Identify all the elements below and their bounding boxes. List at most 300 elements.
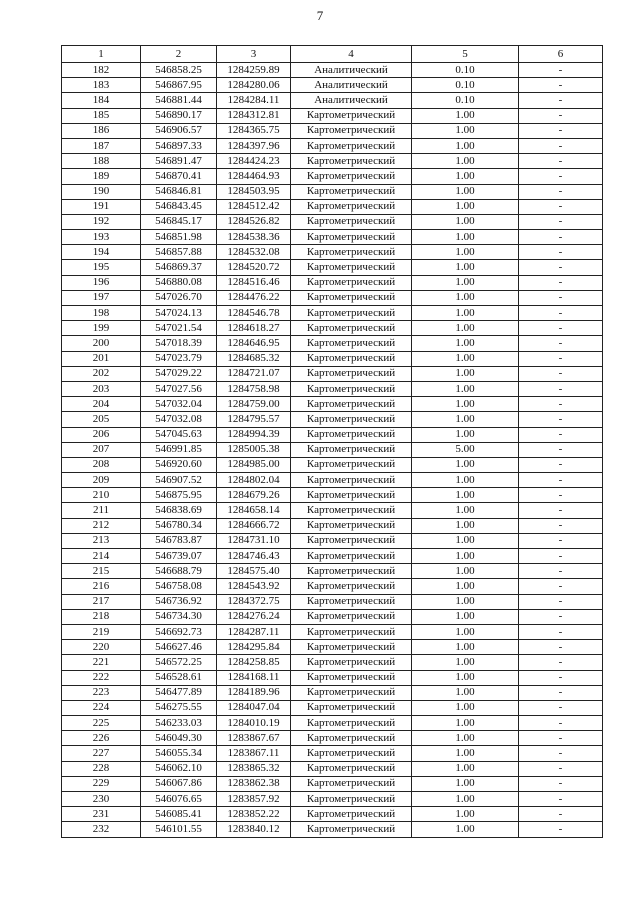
- table-cell: 214: [62, 549, 141, 564]
- table-cell: 226: [62, 731, 141, 746]
- table-cell: -: [519, 746, 603, 761]
- table-cell: -: [519, 792, 603, 807]
- table-cell: 193: [62, 230, 141, 245]
- table-cell: Картометрический: [291, 366, 412, 381]
- table-cell: Картометрический: [291, 199, 412, 214]
- table-cell: 546233.03: [141, 716, 217, 731]
- table-row: [62, 807, 603, 822]
- table-cell: -: [519, 457, 603, 472]
- table-cell: 546528.61: [141, 670, 217, 685]
- table-cell: 1284276.24: [217, 609, 291, 624]
- table-cell: -: [519, 700, 603, 715]
- table-cell: 546906.57: [141, 123, 217, 138]
- table-cell: 546783.87: [141, 533, 217, 548]
- table-cell: 1.00: [412, 366, 519, 381]
- table-cell: -: [519, 655, 603, 670]
- table-cell: 190: [62, 184, 141, 199]
- table-cell: 1284795.57: [217, 412, 291, 427]
- table-cell: 546869.37: [141, 260, 217, 275]
- table-row: [62, 473, 603, 488]
- table-cell: 1284618.27: [217, 321, 291, 336]
- table-cell: Картометрический: [291, 123, 412, 138]
- table-cell: 1284516.46: [217, 275, 291, 290]
- table-cell: 231: [62, 807, 141, 822]
- table-cell: 547029.22: [141, 366, 217, 381]
- table-cell: 192: [62, 214, 141, 229]
- table-cell: 1284721.07: [217, 366, 291, 381]
- table-cell: 546055.34: [141, 746, 217, 761]
- table-cell: 546890.17: [141, 108, 217, 123]
- column-header: 4: [291, 46, 412, 63]
- table-cell: 1284666.72: [217, 518, 291, 533]
- table-cell: -: [519, 108, 603, 123]
- table-cell: 1.00: [412, 275, 519, 290]
- table-cell: 0.10: [412, 93, 519, 108]
- table-cell: 1283852.22: [217, 807, 291, 822]
- coordinates-table: [61, 45, 603, 838]
- table-row: [62, 746, 603, 761]
- table-cell: 188: [62, 154, 141, 169]
- table-row: [62, 640, 603, 655]
- table-cell: 1.00: [412, 533, 519, 548]
- table-cell: Картометрический: [291, 792, 412, 807]
- table-cell: -: [519, 442, 603, 457]
- table-cell: 1284526.82: [217, 214, 291, 229]
- table-cell: 546739.07: [141, 549, 217, 564]
- table-cell: 1284503.95: [217, 184, 291, 199]
- table-cell: Картометрический: [291, 214, 412, 229]
- table-cell: -: [519, 609, 603, 624]
- table-cell: 197: [62, 290, 141, 305]
- table-cell: 185: [62, 108, 141, 123]
- table-cell: Картометрический: [291, 381, 412, 396]
- table-cell: Картометрический: [291, 290, 412, 305]
- table-cell: 1.00: [412, 230, 519, 245]
- table-cell: -: [519, 138, 603, 153]
- table-cell: -: [519, 776, 603, 791]
- table-cell: -: [519, 594, 603, 609]
- table-cell: 1.00: [412, 473, 519, 488]
- table-cell: 210: [62, 488, 141, 503]
- table-cell: 1.00: [412, 807, 519, 822]
- table-cell: 1283867.11: [217, 746, 291, 761]
- table-cell: 1284365.75: [217, 123, 291, 138]
- table-cell: Картометрический: [291, 427, 412, 442]
- table-cell: 207: [62, 442, 141, 457]
- table-row: [62, 776, 603, 791]
- table-cell: 1.00: [412, 746, 519, 761]
- table-cell: 1.00: [412, 624, 519, 639]
- table-cell: 220: [62, 640, 141, 655]
- table-row: [62, 199, 603, 214]
- table-row: [62, 63, 603, 78]
- table-cell: 1.00: [412, 655, 519, 670]
- table-row: [62, 214, 603, 229]
- table-cell: 1.00: [412, 503, 519, 518]
- table-cell: 1.00: [412, 579, 519, 594]
- table-cell: 209: [62, 473, 141, 488]
- table-body: [62, 63, 603, 838]
- table-cell: 1284746.43: [217, 549, 291, 564]
- table-cell: Картометрический: [291, 397, 412, 412]
- table-cell: Картометрический: [291, 533, 412, 548]
- table-cell: 200: [62, 336, 141, 351]
- table-cell: Картометрический: [291, 473, 412, 488]
- table-cell: 1284759.00: [217, 397, 291, 412]
- table-row: [62, 731, 603, 746]
- table-cell: 546870.41: [141, 169, 217, 184]
- table-cell: 191: [62, 199, 141, 214]
- table-cell: Картометрический: [291, 700, 412, 715]
- table-cell: -: [519, 488, 603, 503]
- table-cell: 199: [62, 321, 141, 336]
- table-cell: 1.00: [412, 412, 519, 427]
- table-cell: -: [519, 427, 603, 442]
- table-cell: 546843.45: [141, 199, 217, 214]
- table-cell: 225: [62, 716, 141, 731]
- table-row: [62, 716, 603, 731]
- table-cell: Картометрический: [291, 230, 412, 245]
- table-cell: -: [519, 290, 603, 305]
- table-cell: 1284512.42: [217, 199, 291, 214]
- table-cell: 547027.56: [141, 381, 217, 396]
- table-cell: 1.00: [412, 260, 519, 275]
- table-cell: 1.00: [412, 488, 519, 503]
- table-cell: -: [519, 533, 603, 548]
- table-cell: 1.00: [412, 123, 519, 138]
- table-row: [62, 381, 603, 396]
- table-cell: Картометрический: [291, 685, 412, 700]
- table-cell: 1284047.04: [217, 700, 291, 715]
- table-cell: Картометрический: [291, 442, 412, 457]
- table-cell: -: [519, 260, 603, 275]
- table-cell: Картометрический: [291, 245, 412, 260]
- table-cell: 546101.55: [141, 822, 217, 837]
- table-cell: 1284424.23: [217, 154, 291, 169]
- table-row: [62, 761, 603, 776]
- table-cell: Картометрический: [291, 154, 412, 169]
- table-row: [62, 609, 603, 624]
- table-cell: Картометрический: [291, 579, 412, 594]
- column-header: 3: [217, 46, 291, 63]
- table-cell: 1284646.95: [217, 336, 291, 351]
- table-cell: 1283867.67: [217, 731, 291, 746]
- table-row: [62, 457, 603, 472]
- table-cell: 1284258.85: [217, 655, 291, 670]
- table-row: [62, 822, 603, 837]
- table-cell: 0.10: [412, 63, 519, 78]
- table-row: [62, 594, 603, 609]
- table-cell: -: [519, 579, 603, 594]
- table-cell: 1284010.19: [217, 716, 291, 731]
- table-cell: 546880.08: [141, 275, 217, 290]
- table-cell: -: [519, 321, 603, 336]
- table-cell: 1.00: [412, 518, 519, 533]
- table-cell: 1283857.92: [217, 792, 291, 807]
- table-cell: 187: [62, 138, 141, 153]
- table-cell: 1284685.32: [217, 351, 291, 366]
- table-row: [62, 138, 603, 153]
- table-cell: 1.00: [412, 427, 519, 442]
- table-cell: 1.00: [412, 351, 519, 366]
- table-row: [62, 169, 603, 184]
- table-cell: 1.00: [412, 245, 519, 260]
- table-cell: 546907.52: [141, 473, 217, 488]
- table-cell: 547026.70: [141, 290, 217, 305]
- table-cell: -: [519, 822, 603, 837]
- table-cell: Картометрический: [291, 609, 412, 624]
- table-cell: 221: [62, 655, 141, 670]
- table-cell: Картометрический: [291, 594, 412, 609]
- table-cell: Картометрический: [291, 518, 412, 533]
- table-cell: 546062.10: [141, 761, 217, 776]
- table-cell: 228: [62, 761, 141, 776]
- table-cell: 546851.98: [141, 230, 217, 245]
- table-cell: Аналитический: [291, 63, 412, 78]
- table-cell: 1.00: [412, 336, 519, 351]
- table-cell: 1283862.38: [217, 776, 291, 791]
- table-header-row: [62, 46, 603, 63]
- table-cell: 1.00: [412, 397, 519, 412]
- table-cell: 546076.65: [141, 792, 217, 807]
- table-cell: -: [519, 685, 603, 700]
- table-cell: 196: [62, 275, 141, 290]
- table-cell: 219: [62, 624, 141, 639]
- table-cell: 218: [62, 609, 141, 624]
- table-cell: 1.00: [412, 685, 519, 700]
- table-cell: 217: [62, 594, 141, 609]
- table-cell: 0.10: [412, 78, 519, 93]
- table-cell: 1284312.81: [217, 108, 291, 123]
- table-cell: 546758.08: [141, 579, 217, 594]
- table-cell: -: [519, 731, 603, 746]
- table-cell: -: [519, 63, 603, 78]
- table-cell: Картометрический: [291, 776, 412, 791]
- table-cell: -: [519, 230, 603, 245]
- table-cell: 203: [62, 381, 141, 396]
- table-cell: -: [519, 670, 603, 685]
- table-row: [62, 245, 603, 260]
- table-row: [62, 230, 603, 245]
- table-cell: 1284532.08: [217, 245, 291, 260]
- table-cell: Картометрический: [291, 260, 412, 275]
- table-cell: 1.00: [412, 290, 519, 305]
- table-row: [62, 579, 603, 594]
- table-cell: Картометрический: [291, 624, 412, 639]
- table-cell: 189: [62, 169, 141, 184]
- table-cell: Картометрический: [291, 822, 412, 837]
- table-cell: 223: [62, 685, 141, 700]
- table-cell: 546780.34: [141, 518, 217, 533]
- table-cell: 1284758.98: [217, 381, 291, 396]
- table-cell: 1284985.00: [217, 457, 291, 472]
- table-cell: 1284397.96: [217, 138, 291, 153]
- table-cell: 547024.13: [141, 306, 217, 321]
- table-row: [62, 397, 603, 412]
- table-cell: Картометрический: [291, 336, 412, 351]
- table-row: [62, 260, 603, 275]
- table-cell: Картометрический: [291, 549, 412, 564]
- table-cell: 206: [62, 427, 141, 442]
- table-cell: 1284679.26: [217, 488, 291, 503]
- table-cell: 182: [62, 63, 141, 78]
- table-cell: 1.00: [412, 670, 519, 685]
- table-row: [62, 336, 603, 351]
- table-cell: 215: [62, 564, 141, 579]
- table-cell: 547032.04: [141, 397, 217, 412]
- table-cell: 1.00: [412, 761, 519, 776]
- table-row: [62, 427, 603, 442]
- table-cell: 204: [62, 397, 141, 412]
- table-cell: 1284259.89: [217, 63, 291, 78]
- table-cell: Картометрический: [291, 169, 412, 184]
- table-cell: Картометрический: [291, 503, 412, 518]
- table-row: [62, 154, 603, 169]
- table-cell: 1.00: [412, 792, 519, 807]
- table-cell: 546477.89: [141, 685, 217, 700]
- table-cell: 211: [62, 503, 141, 518]
- table-cell: 546734.30: [141, 609, 217, 624]
- table-cell: Картометрический: [291, 716, 412, 731]
- table-cell: -: [519, 154, 603, 169]
- table-cell: -: [519, 93, 603, 108]
- table-row: [62, 700, 603, 715]
- table-cell: 1.00: [412, 306, 519, 321]
- table-cell: 547021.54: [141, 321, 217, 336]
- table-row: [62, 412, 603, 427]
- table-cell: Картометрический: [291, 640, 412, 655]
- table-cell: 1284168.11: [217, 670, 291, 685]
- table-cell: 546275.55: [141, 700, 217, 715]
- table-cell: Картометрический: [291, 670, 412, 685]
- table-cell: 1.00: [412, 640, 519, 655]
- table-cell: 183: [62, 78, 141, 93]
- page-number: 7: [316, 8, 324, 23]
- table-cell: 1283840.12: [217, 822, 291, 837]
- table-cell: -: [519, 640, 603, 655]
- table-cell: 546881.44: [141, 93, 217, 108]
- table-cell: 547023.79: [141, 351, 217, 366]
- table-cell: 202: [62, 366, 141, 381]
- table-cell: 1.00: [412, 776, 519, 791]
- table-cell: Аналитический: [291, 78, 412, 93]
- table-cell: 1284476.22: [217, 290, 291, 305]
- table-cell: 1.00: [412, 700, 519, 715]
- table-cell: -: [519, 564, 603, 579]
- table-cell: 1.00: [412, 169, 519, 184]
- table-row: [62, 670, 603, 685]
- table-cell: 1.00: [412, 564, 519, 579]
- table-cell: -: [519, 397, 603, 412]
- table-cell: 546858.25: [141, 63, 217, 78]
- table-cell: 1.00: [412, 457, 519, 472]
- table-cell: 195: [62, 260, 141, 275]
- table-cell: 1284543.92: [217, 579, 291, 594]
- table-cell: Картометрический: [291, 306, 412, 321]
- table-row: [62, 792, 603, 807]
- table-cell: 546572.25: [141, 655, 217, 670]
- table-cell: 546845.17: [141, 214, 217, 229]
- table-cell: -: [519, 412, 603, 427]
- table-row: [62, 624, 603, 639]
- table-cell: 216: [62, 579, 141, 594]
- table-cell: -: [519, 366, 603, 381]
- table-cell: Картометрический: [291, 321, 412, 336]
- table-row: [62, 275, 603, 290]
- table-cell: 546857.88: [141, 245, 217, 260]
- table-cell: Картометрический: [291, 351, 412, 366]
- table-cell: Аналитический: [291, 93, 412, 108]
- table-cell: 5.00: [412, 442, 519, 457]
- table-row: [62, 184, 603, 199]
- table-cell: -: [519, 336, 603, 351]
- table-cell: 1.00: [412, 154, 519, 169]
- table-cell: Картометрический: [291, 655, 412, 670]
- table-row: [62, 123, 603, 138]
- table-cell: 546891.47: [141, 154, 217, 169]
- table-cell: 194: [62, 245, 141, 260]
- table-cell: 184: [62, 93, 141, 108]
- table-cell: 546067.86: [141, 776, 217, 791]
- table-cell: 546688.79: [141, 564, 217, 579]
- table-cell: 546920.60: [141, 457, 217, 472]
- table-cell: 1284280.06: [217, 78, 291, 93]
- table-cell: 1.00: [412, 822, 519, 837]
- table-cell: 1.00: [412, 609, 519, 624]
- table-row: [62, 78, 603, 93]
- table-row: [62, 488, 603, 503]
- table-cell: 547018.39: [141, 336, 217, 351]
- table-cell: 546867.95: [141, 78, 217, 93]
- table-cell: Картометрический: [291, 457, 412, 472]
- table-cell: 546838.69: [141, 503, 217, 518]
- table-cell: 1.00: [412, 381, 519, 396]
- table-cell: -: [519, 78, 603, 93]
- table-cell: -: [519, 381, 603, 396]
- table-row: [62, 533, 603, 548]
- table-cell: Картометрический: [291, 807, 412, 822]
- table-cell: Картометрический: [291, 184, 412, 199]
- table-cell: 546875.95: [141, 488, 217, 503]
- table-cell: 1284295.84: [217, 640, 291, 655]
- table-cell: Картометрический: [291, 761, 412, 776]
- table-cell: -: [519, 245, 603, 260]
- table-cell: Картометрический: [291, 488, 412, 503]
- table-row: [62, 564, 603, 579]
- table-row: [62, 442, 603, 457]
- table-cell: 1.00: [412, 184, 519, 199]
- table-cell: 1284546.78: [217, 306, 291, 321]
- table-cell: 1.00: [412, 108, 519, 123]
- table-cell: 1.00: [412, 731, 519, 746]
- table-cell: 1285005.38: [217, 442, 291, 457]
- table-cell: 546692.73: [141, 624, 217, 639]
- table-cell: 546897.33: [141, 138, 217, 153]
- table-cell: -: [519, 624, 603, 639]
- table-row: [62, 503, 603, 518]
- table-cell: 208: [62, 457, 141, 472]
- table-cell: -: [519, 169, 603, 184]
- table-cell: Картометрический: [291, 108, 412, 123]
- table-cell: 546846.81: [141, 184, 217, 199]
- table-cell: 1.00: [412, 199, 519, 214]
- table-cell: 546049.30: [141, 731, 217, 746]
- table-cell: 1283865.32: [217, 761, 291, 776]
- table-cell: 1284287.11: [217, 624, 291, 639]
- table-row: [62, 655, 603, 670]
- table-cell: 1284731.10: [217, 533, 291, 548]
- column-header: 5: [412, 46, 519, 63]
